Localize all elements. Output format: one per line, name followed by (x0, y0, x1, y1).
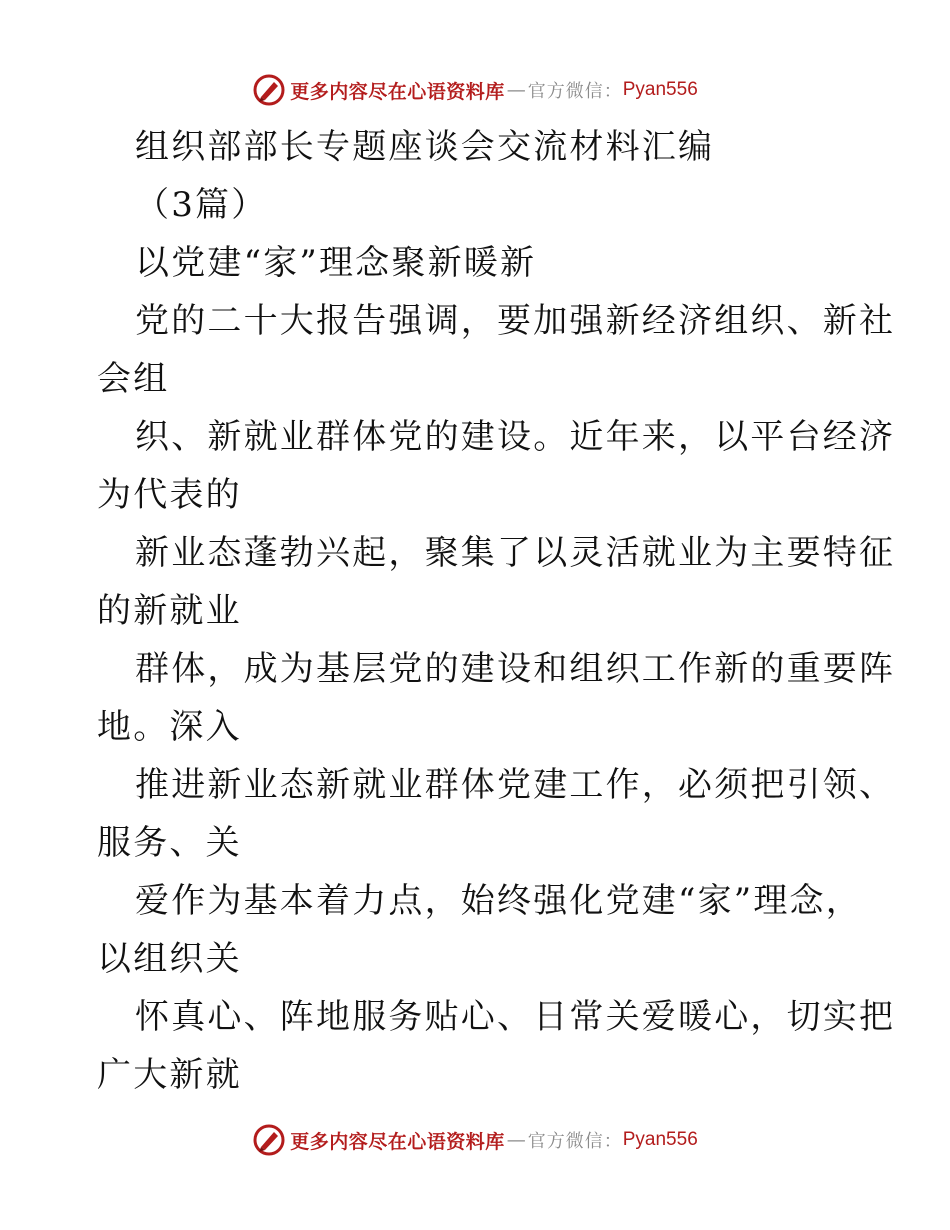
document-subtitle: 以党建“家”理念聚新暖新 (135, 243, 537, 283)
watermark-official: 官方微信： (527, 81, 623, 102)
text-line: 群体，成为基层党的建设和组织工作新的重要阵 (135, 649, 896, 689)
watermark-dash: — (506, 1129, 526, 1151)
header-watermark (0, 70, 950, 110)
pen-logo-icon (252, 1123, 286, 1157)
text-line: 织、新就业群体党的建设。近年来，以平台经济 (135, 417, 896, 457)
text-line: 地。深入 (97, 707, 242, 747)
watermark-id: Pyan556 (622, 1129, 698, 1150)
paragraph (97, 292, 896, 1104)
watermark-id: Pyan556 (622, 79, 698, 100)
pen-logo-icon (252, 73, 286, 107)
document-count: （3篇） (135, 185, 268, 225)
text-line: 的新就业 (97, 591, 242, 631)
document-body (97, 118, 896, 1104)
footer-watermark (0, 1120, 950, 1160)
text-line: 以组织关 (97, 939, 242, 979)
watermark-dash: — (506, 79, 526, 101)
watermark-text: 更多内容尽在心语资料库 (290, 1130, 505, 1153)
watermark-official: 官方微信： (527, 1131, 623, 1152)
text-line: 党的二十大报告强调，要加强新经济组织、新社 (135, 301, 896, 341)
text-line: 爱作为基本着力点，始终强化党建“家”理念， (135, 881, 862, 921)
watermark-text: 更多内容尽在心语资料库 (290, 80, 505, 103)
text-line: 怀真心、阵地服务贴心、日常关爱暖心，切实把 (135, 997, 896, 1037)
document-title: 组织部部长专题座谈会交流材料汇编 (135, 127, 715, 167)
text-line: 服务、关 (97, 823, 242, 863)
text-line: 推进新业态新就业群体党建工作，必须把引领、 (135, 765, 896, 805)
text-line: 会组 (97, 359, 170, 399)
text-line: 新业态蓬勃兴起，聚集了以灵活就业为主要特征 (135, 533, 896, 573)
text-line: 为代表的 (97, 475, 242, 515)
text-line: 广大新就 (97, 1055, 242, 1095)
